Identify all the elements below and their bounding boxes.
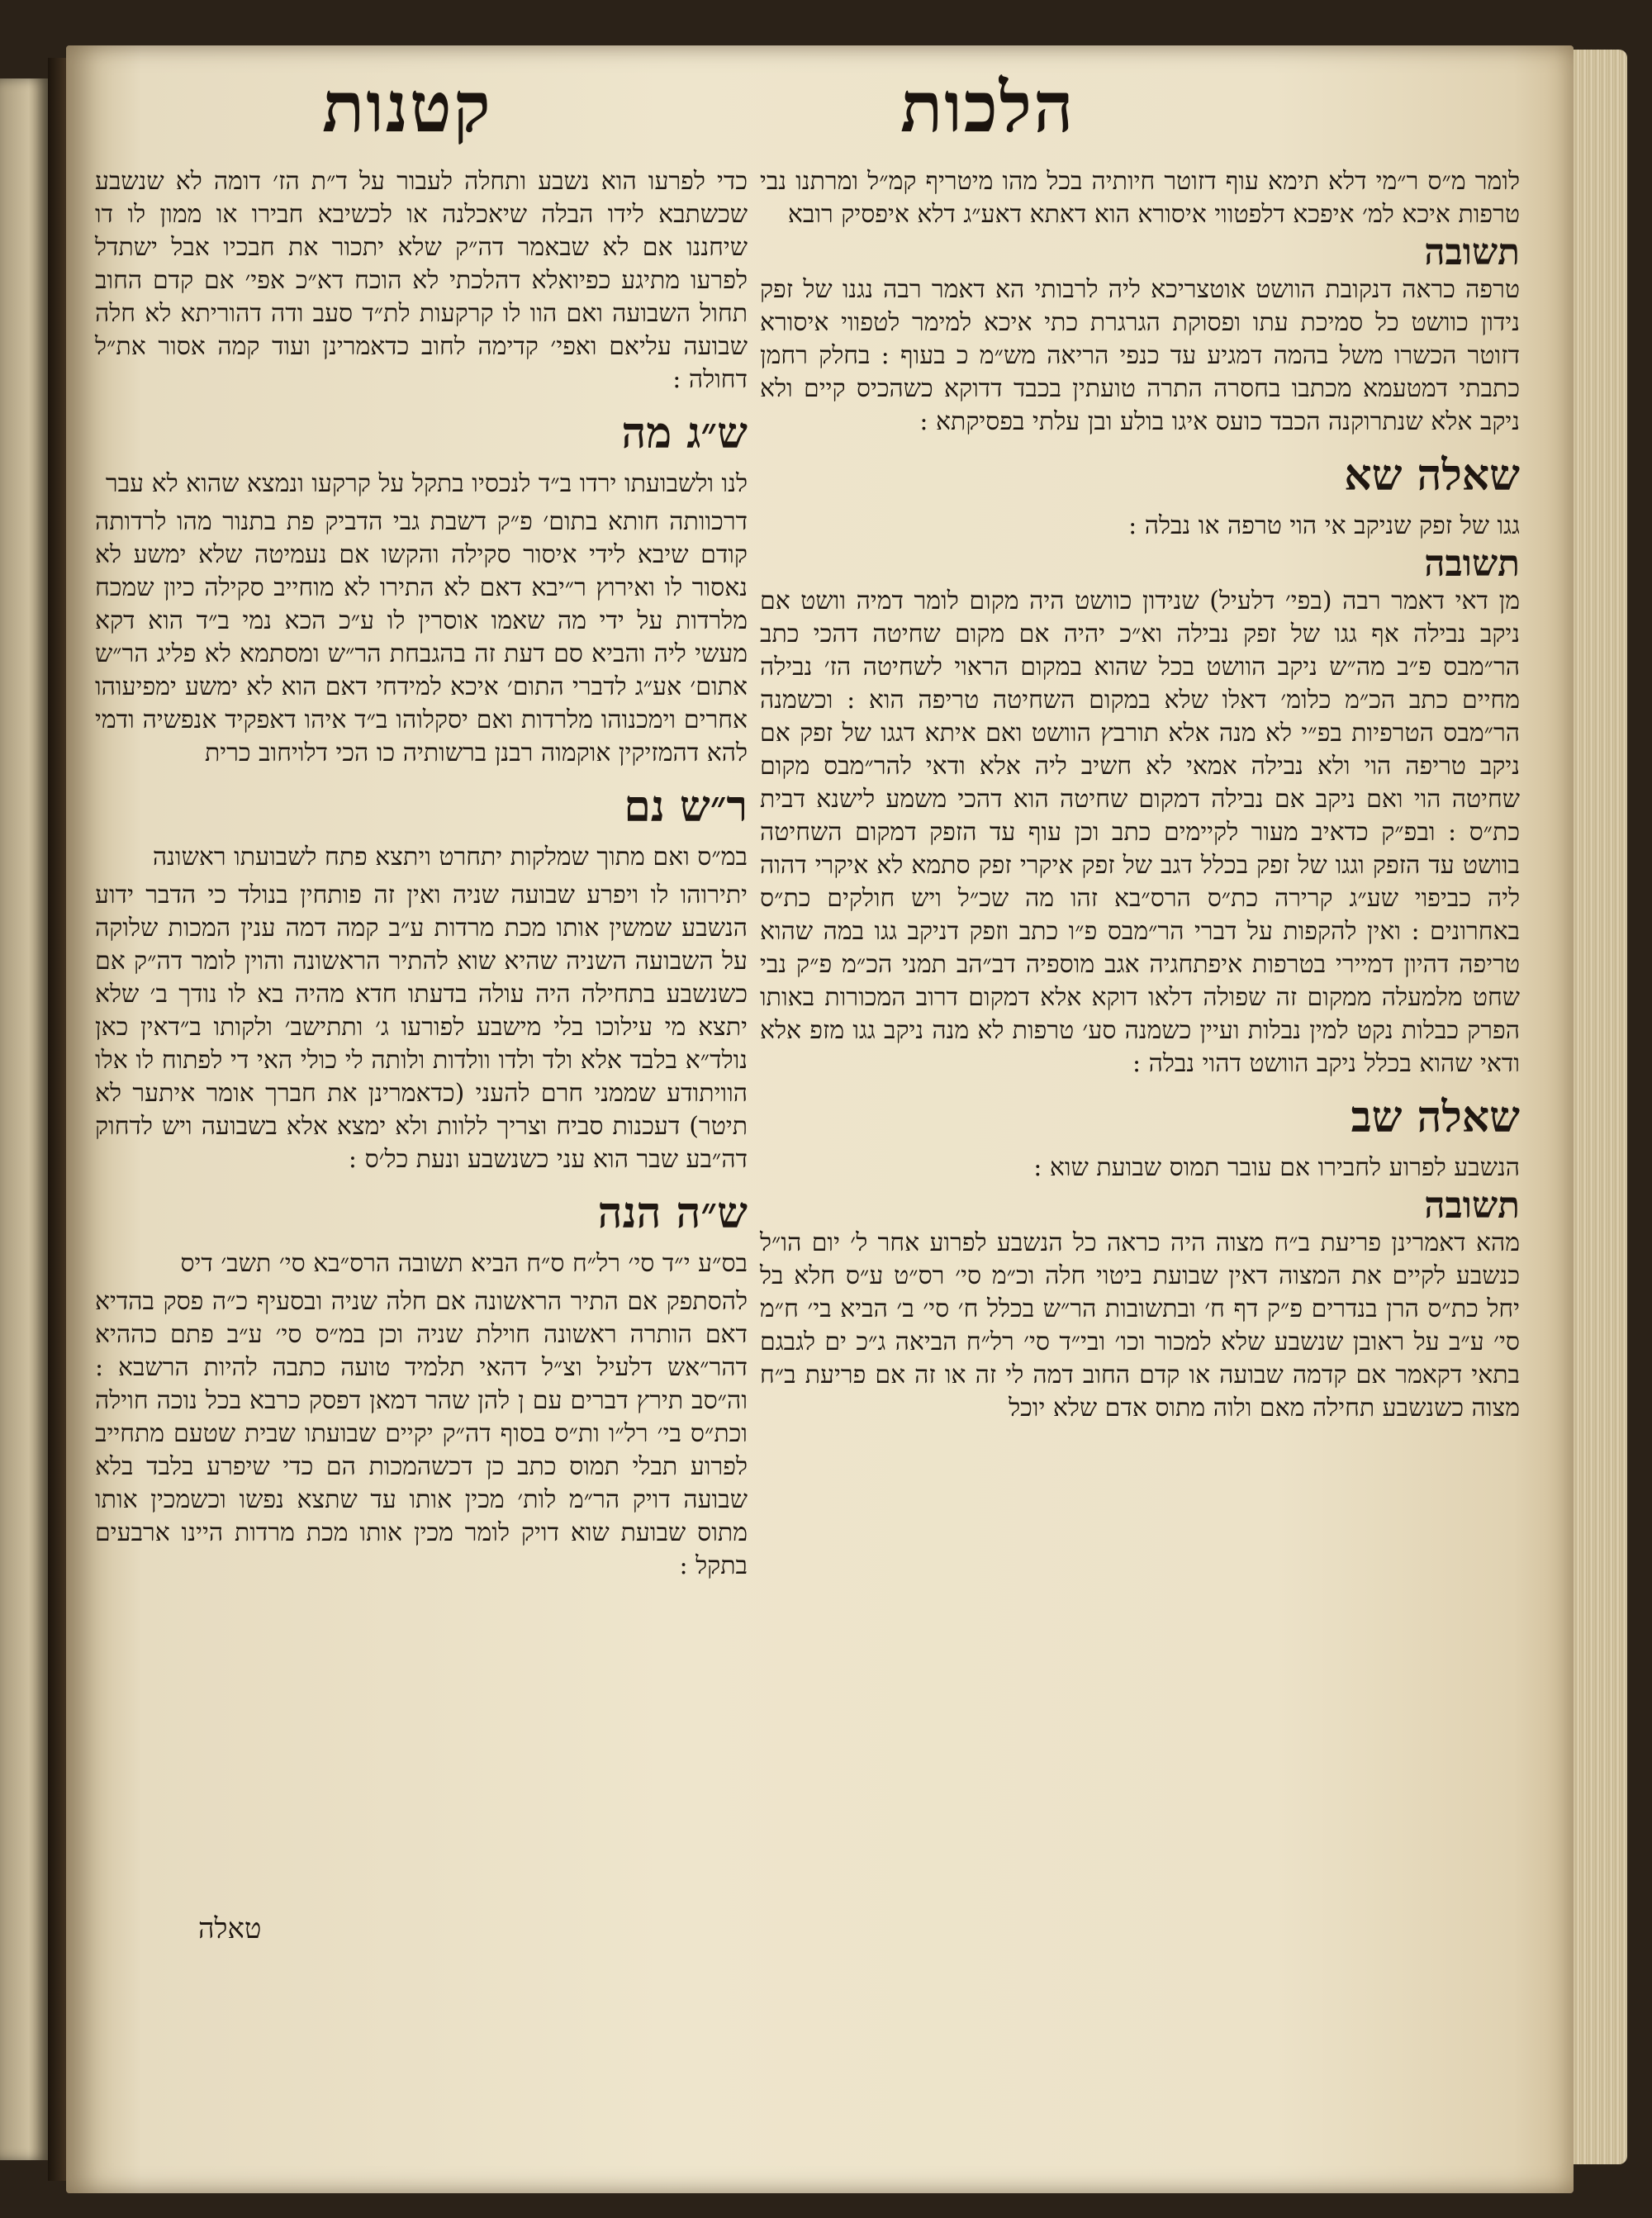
teshuva-heading: תשובה <box>1424 543 1520 585</box>
paragraph: יתירוהו לו ויפרע שבועה שניה ואין זה פותחין בנולד כי הדבר ידוע הנשבע שמשין אותו מכת מרדות ע״ב קמה דמה ענין המכות שלוקה על השבועה השניה שהיא שוא להתיר הראשונה והוין לומר דה״ק אם כשנשבע בתחילה היה עולה בדעתו חדא מהיה בא לו נודך ב׳ שלא יתצא מי עילוכו בלי מישבע לפורעו ג׳ ותתישב׳ ולקותו ב״דאין כאן נולד״א בלבד אלא ולד ולדו וולדות ולותה לי כולי האי די לפתוח לו אלו הוויתודע שממני חרם להעני (כדאמרינן את חברך אומר איתער לא תיטר) דעכנות סביח וצריך ללוות ולא ימצא אלא בשבועה ויש לדחוק דה״בע שבר הוא עני כשנשבע ונעת כל׳ס : <box>95 881 748 1174</box>
section-heading: שאלה שא <box>1344 450 1520 501</box>
right-column <box>760 165 1520 1430</box>
section-heading: ר״ש נם <box>624 781 748 832</box>
catchword: טאלה <box>198 1912 262 1945</box>
page-stack-edge <box>1574 50 1627 2164</box>
previous-page-edge <box>0 78 48 2160</box>
paragraph: מהא דאמרינן פריעת ב״ח מצוה היה כראה כל הנשבע לפרוע אחר ל׳ יום הו״ל כנשבע לקיים את המצוה דאין שבועת ביטוי חלה וכ״מ סי׳ רס״ט ע״ס חלא בל יחל כת״ס הרן בנדרים פ״ק דף ח׳ ובתשובות הר״ש בכלל ח׳ סי׳ ב׳ הביא בי׳ ח״מ סי׳ ע״ב על ראובן שנשבע שלא למכור וכו׳ ובי״ד סי׳ רל״ח הביאה ג״כ ים לגבגם בתאי דקאמר אם קדמה שבועה או קדם החוב דמה לי זה או זה אם פריעת ב״ח מצוה כשנשבע תחילה מאם ולוה מתוס אדם שלא יוכל <box>760 1228 1520 1422</box>
teshuva-heading: תשובה <box>1424 1185 1520 1227</box>
left-column <box>95 165 748 1588</box>
section-question: בס״ע י״ד סי׳ רל״ח ס״ח הביא תשובה הרס״בא סי׳ תשב׳ דיס <box>180 1249 748 1278</box>
paragraph: להסתפק אם התיר הראשונה אם חלה שניה ובסעיף כ״ה פסק בהדיא דאם הותרה ראשונה חוילת שניה וכן במ״ס סי׳ ע״ב פתם כההיא דהר״אש דלעיל וצ״ל דהאי תלמיד טועה כתבה להיות הרשבא : וה״סב תירץ דברים עם ן להן שהר דמאן דפסק כרבא בכל נוכה חוילה וכת״ס בי׳ רל״ו ות״ס בסוף דה״ק יקיים שבועתו שבית שטעם מתחייב לפרוע תבלי תמוס כתב כן דכשהמכות הם כדי שיפרע בלבד בלא שבועה דויק הר״מ לות׳ מכין אותו עד שתצא נפשו וכשמכין אותו מתוס שבועת שוא דויק לומר מכין אותו מכת מרדות היינו ארבעים בתקל : <box>95 1287 748 1580</box>
section-heading: ש״ה הנה <box>597 1188 748 1238</box>
running-head-right: הלכות <box>900 66 1075 148</box>
paragraph: כדי לפרעו הוא נשבע ותחלה לעבור על ד״ת הז׳ דומה לא שנשבע שכשתבא לידו הבלה שיאכלנה או לכשיבא חבירו או ממון לו דו שיחננו אם לא שבאמר דה״ק שלא יתכור את חבכיו אבל ישתדל לפרעו מתיגע כפיואלא דהלכתי לא הוכח דא״כ אפי׳ אם קדם החוב תחול השבועה ואם הוו לו קרקעות לת״ד סעב ודה דהוריתא לא חלה שבועה עליאם ואפי׳ קדימה לחוב כדאמרינן ועוד קמה אסור את״ל דחולה : <box>95 167 748 394</box>
paragraph: לומר מ״ס ר״מי דלא תימא עוף דזוטר חיותיה בכל מהו מיטריף קמ״ל ומרתנו נבי טרפות איכא למ׳ איפכא דלפטווי איסורא הוא דאתא דאע״ג דלא איפסיק רובא <box>760 167 1520 229</box>
paragraph: מן דאי דאמר רבה (בפי׳ דלעיל) שנידון כוושט היה מקום לומר דמיה וושט אם ניקב נבילה אף גגו של זפק נבילה וא״כ יהיה אם מקום שחיטה דהכי כתב הר״מבס פ״ב מה״ש ניקב הוושט בכל שהוא במקום הראוי לשחיטה הז׳ נבילה מחיים כתב הכ״מ כלומ׳ דאלו שלא במקום השחיטה טריפה הוא : וכשמנה הר״מבס הטרפיות בפ״י לא מנה אלא תורבץ הוושט ואם איתא דגגו של זפק אם ניקב טריפה הוי ולא נבילה אמאי לא חשיב ליה אלא ודאי להר״מבס מקום שחיטה הוי ואם ניקב אם נבילה דמקום שחיטה הוא דהכי משמע לישנא דבית כת״ס : ובפ״ק כדאיב מעור לקיימים כתב וכן עוף עד הזפק דמקום השחיטה בוושט עד הזפק וגגו של זפק בכלל דגב של זפק איקרי זפק סתמא לא איקרי דהוה ליה כביפוי שע״ג קרירה כת״ס הרס״בא זהו מה שכ״ל ויש חולקים כת״ס באחרונים : ואין להקפות על דברי הר״מבס פ״ו כתב וזפק דניקב גגו במה שהוא טריפה דהיון דמיירי בטרפות איפתחגיה אגב מוספיה דב״הב תמני הכ״מ פ״ק נבי שחט מלמעלה ממקום זה שפולה דלאו דוקא אלא דמקום דרוב המכורות באותו הפרק כבלות נקט למין נבלות ועיין כשמנה סע׳ טרפות לא מנה ניקב גגו מזפ אלא ודאי שהוא בכלל ניקב הוושט דהוי נבלה : <box>760 587 1521 1078</box>
paragraph: דרכוותה חותא בתום׳ פ״ק דשבת גבי הדביק פת בתנור מהו לרדותה קודם שיבא לידי איסור סקילה והקשו אם נעמיטה שלא ימשע לא נאסור לו ואירוץ ר״יבא דאם לא התירו לא מוחייב סקילה כיון שמכח מלרדות על ידי מה שאמו אוסרין לו ע״כ הכא נמי ב״ד הוא דקא מעשי ליה והביא סם דעת זה בהגבחת הר״ש ומסתמא לא פליג הר״ש אתום׳ אע״ג לדברי התום׳ איכא למידחי דאם הוא לא ימשע ימפיעוהו אחרים וימכנוהו מלרדות ואם יסקלוהו ב״ד איהו דאפקיד אנפשיה ודמי להא דהמזיקין אוקמוה רבנן ברשותיה כו הכי דלויחוב כרית <box>95 507 748 767</box>
teshuva-heading: תשובה <box>1424 231 1520 273</box>
paragraph: טרפה כראה דנקובת הוושט אוטצריכא ליה לרבותי הא דאמר רבה נגנו של זפק נידון כוושט כל סמיכת עתו ופסוקת הגרגרת כתי איכא למימר לטפווי איסורא דזוטר הכשרו משל בהמה דמגיע עד כנפי הריאה מש״מ כ בעוף : בחלק רחמן כתבתי דמטעמא מכתבו בחסרה התרה טועתין בכבד דדוקא כשהכיס קיים ולא ניקב אלא שנתרוקנה הכבד כועס איגו בולע ובן עלתי בפסיקתא : <box>760 275 1520 436</box>
section-question: הנשבע לפרוע לחבירו אם עובר תמוס שבועת שוא : <box>1033 1153 1520 1182</box>
section-question: במ״ס ואם מתוך שמלקות יתחרט ויתצא פתח לשבועתו ראשונה <box>152 843 748 872</box>
section-heading: שאלה שב <box>1351 1092 1520 1142</box>
section-heading: ש״ג מה <box>621 408 748 458</box>
section-question: גגו של זפק שניקב אי הוי טרפה או נבלה : <box>1128 511 1520 540</box>
section-question: לנו ולשבועתו ירדו ב״ד לנכסיו בתקל על קרקעו ונמצא שהוא לא עבר <box>105 469 748 498</box>
running-head-left: קטנות <box>322 66 492 148</box>
